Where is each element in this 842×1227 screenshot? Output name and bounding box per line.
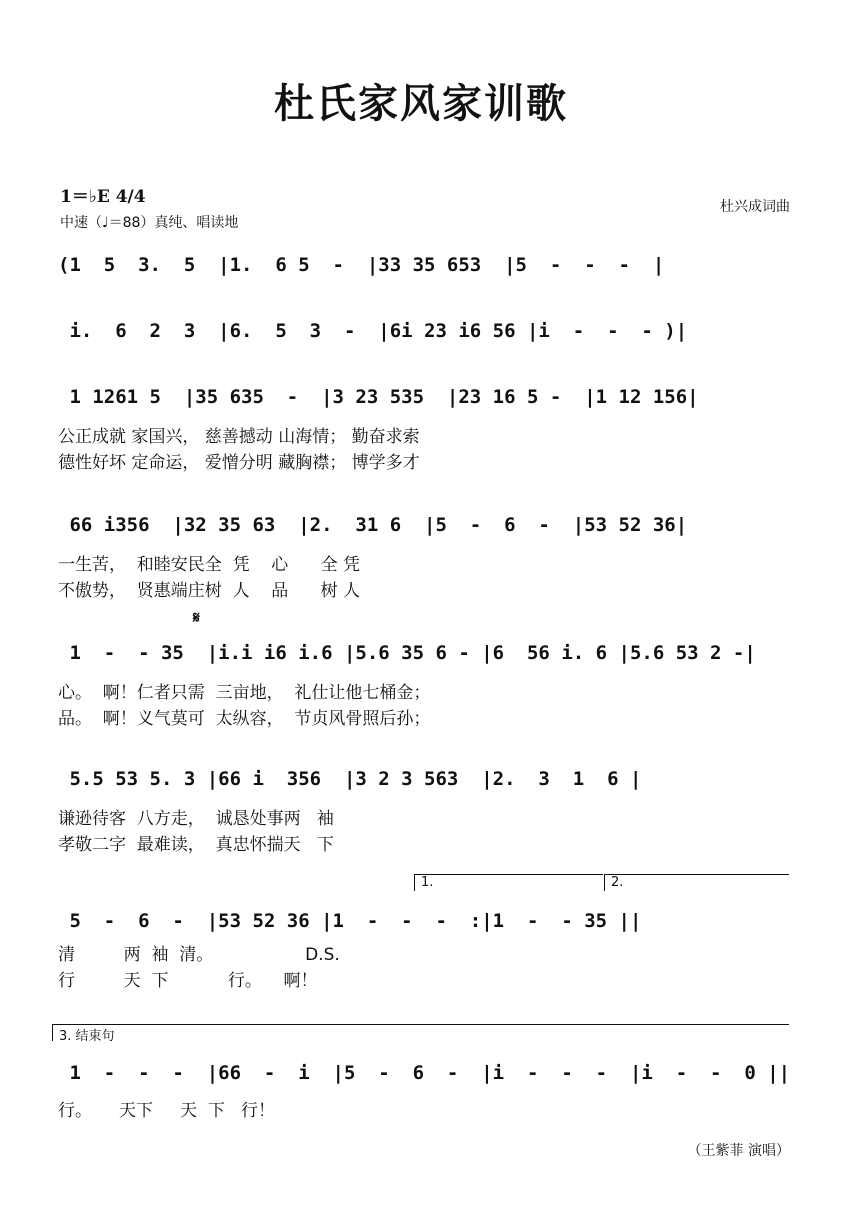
lyric-verse-2: 品。 啊！义气莫可 太纵容， 节贞风骨照后孙； — [58, 709, 431, 729]
lyric-verse-1: 公正成就 家国兴， 慈善撼动 山海情； 勤奋求索 — [58, 427, 420, 447]
segno-sign: 𝄋 — [193, 608, 200, 627]
song-title: 杜氏家风家训歌 — [274, 81, 568, 127]
lyric-verse-1: 心。 啊！仁者只需 三亩地， 礼仕让他七桶金； — [58, 683, 431, 703]
notes: (1 5 3. 5 |1. 6 5 - |33 35 653 |5 - - - | — [58, 254, 665, 276]
notes: 1 - - - |66 - i |5 - 6 - |i - - - |i - - 0 || — [58, 1062, 791, 1084]
notes: 5.5 53 5. 3 |66 i 356 |3 2 3 563 |2. 3 1 6 | — [58, 768, 642, 790]
lyric-verse-2: 德性好坏 定命运， 爱憎分明 藏胸襟； 博学多才 — [58, 453, 420, 473]
notes: i. 6 2 3 |6. 5 3 - |6i 23 i6 56 |i - - - )| — [58, 320, 688, 342]
lyric-verse-1: 清 两 袖 清。 D.S. — [58, 945, 340, 965]
notes: 5 - 6 - |53 52 36 |1 - - - :|1 - - 35 || — [58, 910, 642, 932]
notes: 66 i356 |32 35 63 |2. 31 6 |5 - 6 - |53 52 36| — [58, 514, 688, 536]
lyric-verse-1: 行。 天下 天 下 行！ — [58, 1101, 276, 1121]
volta-coda: 3. 结束句 — [52, 1024, 789, 1041]
lyric-verse-2: 行 天 下 行。 啊！ — [58, 971, 318, 991]
notes: 1 1261 5 |35 635 - |3 23 535 |23 16 5 - |1 12 156| — [58, 386, 699, 408]
key-signature: 1＝♭E 4/4 — [60, 187, 146, 207]
lyric-verse-1: 一生苦， 和睦安民全 凭 心 全 凭 — [58, 555, 361, 575]
volta-first-ending: 1. — [414, 874, 603, 891]
lyric-verse-2: 孝敬二字 最难读， 真忠怀揣天 下 — [58, 835, 334, 855]
score-row-8 — [58, 1056, 791, 1121]
volta-second-ending: 2. — [604, 874, 789, 891]
lyric-verse-1: 谦逊待客 八方走， 诚恳处事两 袖 — [58, 809, 334, 829]
lyric-verse-2: 不傲势， 贤惠端庄树 人 品 树 人 — [58, 581, 361, 601]
score-row-6 — [58, 762, 790, 855]
score-row-5 — [58, 636, 790, 729]
composer-credit: 杜兴成词曲 — [720, 199, 790, 215]
notes: 1 - - 35 |i.i i6 i.6 |5.6 35 6 - |6 56 i. 6 |5.6 53 2 -| — [58, 642, 756, 664]
tempo-marking: 中速（♩＝88）真纯、唱读地 — [60, 215, 239, 231]
performer-credit: （王紫菲 演唱） — [687, 1143, 790, 1159]
score-row-4 — [58, 508, 790, 601]
score-row-7 — [58, 904, 790, 991]
score-row-1 — [58, 248, 790, 288]
score-row-3 — [58, 380, 790, 473]
score-row-2 — [58, 314, 790, 354]
